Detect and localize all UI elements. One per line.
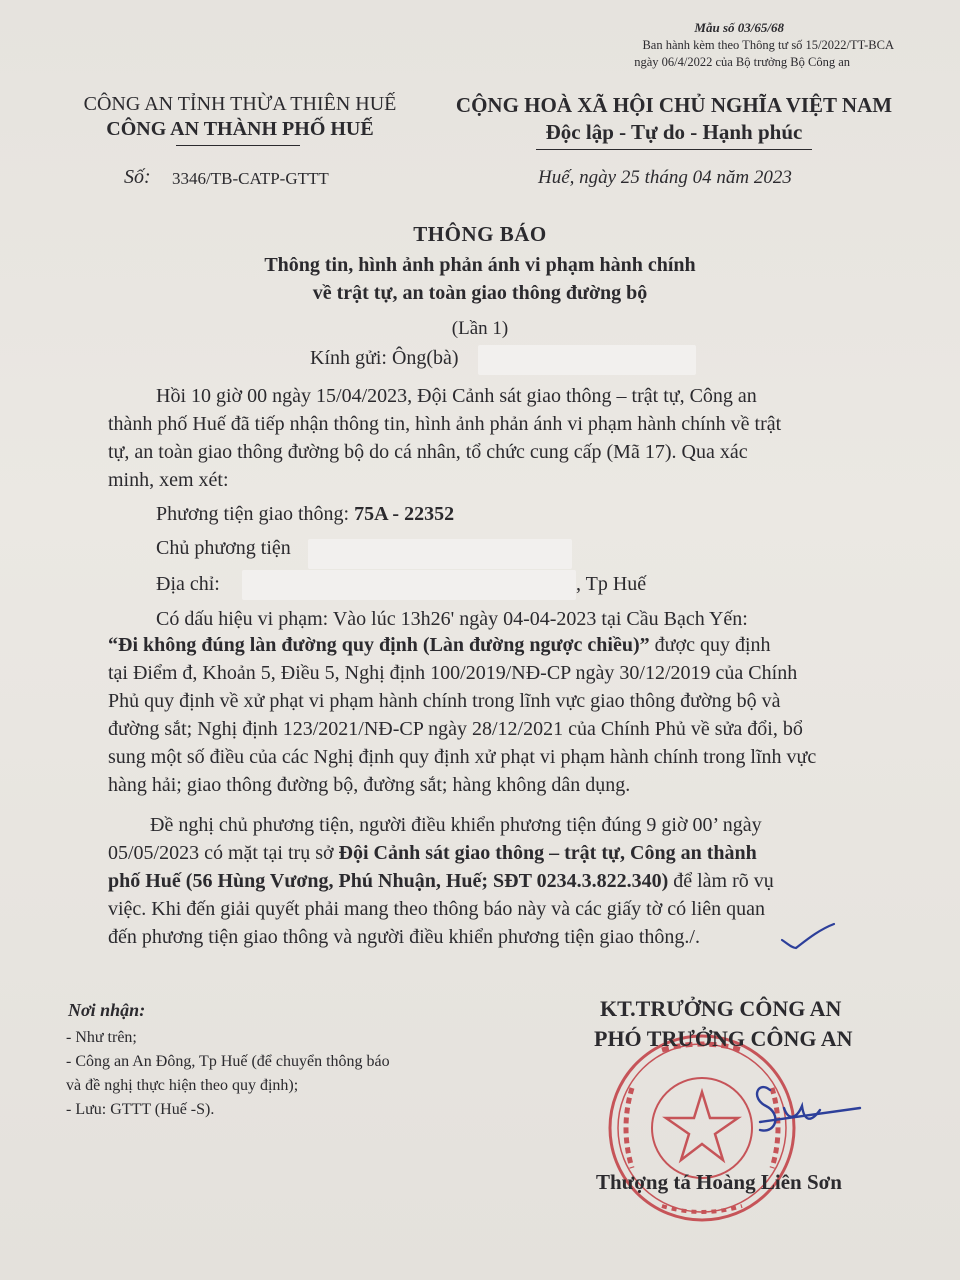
owner-label: Chủ phương tiện [156,537,291,559]
redaction-address [242,570,576,600]
agency-line1: CÔNG AN TỈNH THỪA THIÊN HUẾ [83,93,397,115]
motto-underline [536,149,812,150]
agency-underline [176,145,300,146]
violation-line4: Phủ quy định về xử phạt vi phạm hành chính trong lĩnh vực giao thông đường bộ và [108,690,781,712]
intro-line3: tự, an toàn giao thông đường bộ do cá nhân, tổ chức cung cấp (Mã 17). Qua xác [108,441,748,463]
doc-title: THÔNG BÁO [413,222,547,246]
form-issued-line1: Ban hành kèm theo Thông tư số 15/2022/TT-BCA [642,38,894,52]
violation-line7: hàng hải; giao thông đường bộ, đường sắt; hàng không dân dụng. [108,774,631,796]
intro-line4: minh, xem xét: [108,469,229,491]
doc-number-label: Số: [124,166,151,188]
request-line2 [108,842,757,865]
violation-after-quote: được quy định [649,634,771,656]
address-label: Địa chỉ: [156,573,220,595]
received-item-2b: và đề nghị thực hiện theo quy định); [66,1077,299,1094]
country-line1: CỘNG HOÀ XÃ HỘI CHỦ NGHĨA VIỆT NAM [455,93,893,117]
date-line: Huế, ngày 25 tháng 04 năm 2023 [538,167,792,188]
request-line3 [108,870,774,893]
violation-quote: “Đi không đúng làn đường quy định (Làn đường ngược chiều)” [108,634,650,656]
form-issued-line2: ngày 06/4/2022 của Bộ trưởng Bộ Công an [634,55,850,69]
violation-lead: Có dấu hiệu vi phạm: Vào lúc 13h26' ngày 04-04-2023 tại Cầu Bạch Yến: [156,608,748,630]
received-item-1: - Như trên; [66,1029,137,1046]
intro-line2: thành phố Huế đã tiếp nhận thông tin, hình ảnh phản ánh vi phạm hành chính về trật [108,413,782,435]
request-line2b: Đội Cảnh sát giao thông – trật tự, Công an thành [338,842,757,864]
received-list [66,1026,526,1122]
violation-quote-line [108,634,771,657]
country-motto: Độc lập - Tự do - Hạnh phúc [545,120,803,144]
received-item-2a: - Công an An Đông, Tp Huế (để chuyển thông báo [66,1053,390,1070]
signature-title-1: KT.TRƯỞNG CÔNG AN [600,996,842,1021]
redaction-recipient [478,345,696,375]
vehicle-plate: 75A - 22352 [354,503,455,525]
request-address: phố Huế (56 Hùng Vương, Phú Nhuận, Huế; SĐT 0234.3.822.340) [108,870,669,892]
blue-check-mark [778,918,838,954]
request-line4: việc. Khi đến giải quyết phải mang theo thông báo này và các giấy tờ có liên quan [108,898,766,920]
handwritten-signature [740,1050,870,1170]
vehicle-field [156,503,454,526]
signature-title-2: PHÓ TRƯỞNG CÔNG AN [594,1026,853,1051]
doc-round: (Lần 1) [451,318,509,339]
request-line1: Đề nghị chủ phương tiện, người điều khiển phương tiện đúng 9 giờ 00’ ngày [150,814,762,836]
received-label: Nơi nhận: [68,1000,146,1020]
form-code: Mẫu số 03/65/68 [694,20,784,35]
intro-line1: Hồi 10 giờ 00 ngày 15/04/2023, Đội Cảnh sát giao thông – trật tự, Công an [156,385,757,407]
recipient-label: Kính gửi: Ông(bà) [310,347,459,369]
request-line2a: 05/05/2023 có mặt tại trụ sở [108,842,339,864]
received-item-3: - Lưu: GTTT (Huế -S). [66,1101,215,1118]
doc-number-value: 3346/TB-CATP-GTTT [172,169,329,188]
redaction-owner [308,539,572,569]
signer-name: Thượng tá Hoàng Liên Sơn [596,1170,842,1194]
violation-line6: sung một số điều của các Nghị định quy định xử phạt vi phạm hành chính trong lĩnh vực [108,746,817,768]
violation-line3: tại Điểm đ, Khoản 5, Điều 5, Nghị định 100/2019/NĐ-CP ngày 30/12/2019 của Chính [108,662,798,684]
vehicle-label: Phương tiện giao thông: [156,503,350,525]
agency-line2: CÔNG AN THÀNH PHỐ HUẾ [106,118,374,140]
violation-line5: đường sắt; Nghị định 123/2021/NĐ-CP ngày 28/12/2021 của Chính Phủ về sửa đổi, bổ [108,718,803,740]
doc-subtitle-1: Thông tin, hình ảnh phản ánh vi phạm hành chính [264,254,696,276]
doc-subtitle-2: về trật tự, an toàn giao thông đường bộ [312,282,648,304]
request-line5: đến phương tiện giao thông và người điều khiển phương tiện giao thông./. [108,926,700,948]
request-line3b: để làm rõ vụ [668,870,774,892]
address-suffix: , Tp Huế [576,573,647,595]
